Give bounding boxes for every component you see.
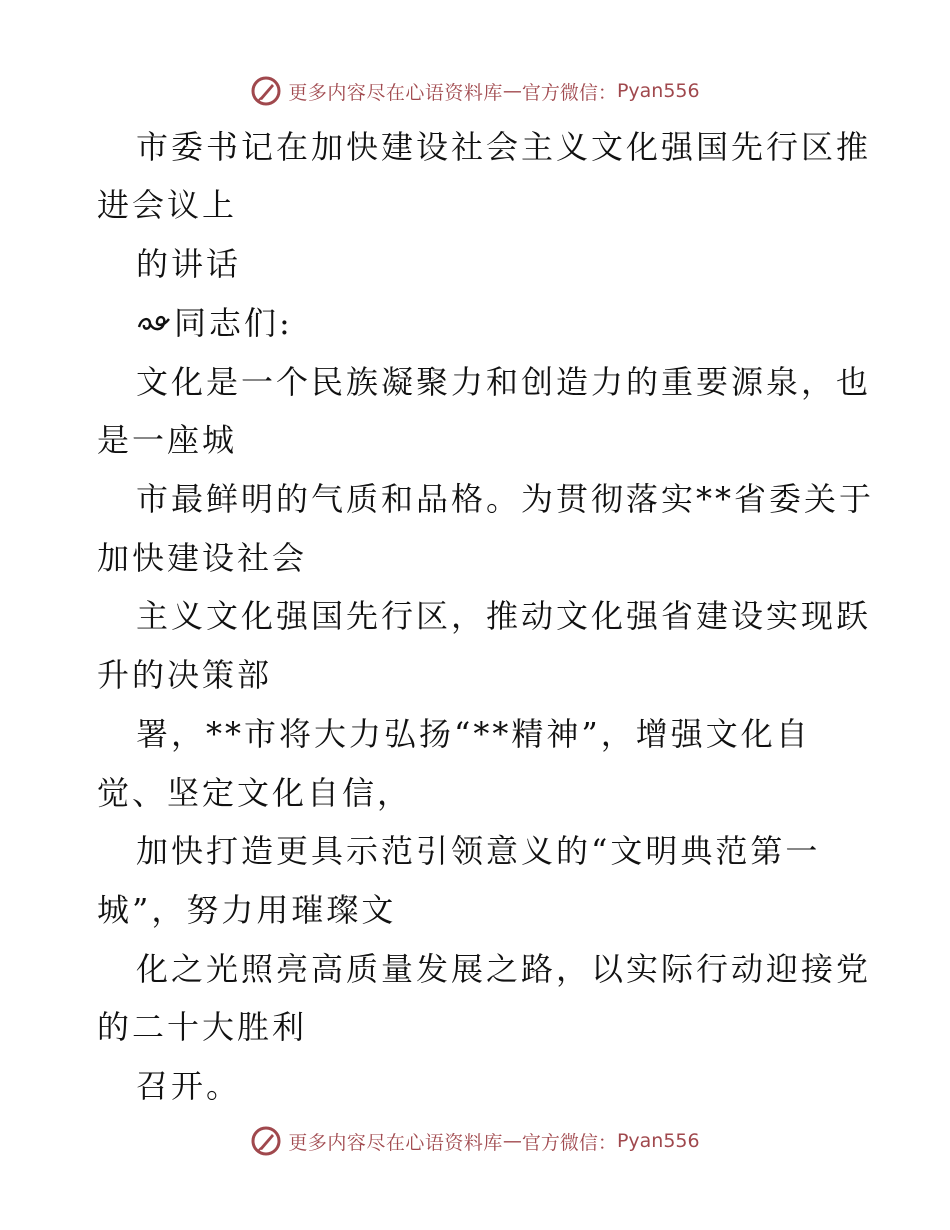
doc-line: 的二十大胜利 <box>97 1008 308 1046</box>
watermark-wechat-id: Pyan556 <box>616 1130 700 1152</box>
doc-line: 升的决策部 <box>97 656 273 694</box>
watermark-wechat-label: 官方微信： <box>521 1131 617 1154</box>
watermark-site-text: 更多内容尽在心语资料库 <box>288 81 503 104</box>
doc-line: 是一座城 <box>97 421 238 459</box>
doc-line: 市委书记在加快建设社会主义文化强国先行区推 <box>136 128 872 166</box>
watermark-wechat-id: Pyan556 <box>616 80 700 102</box>
doc-line: 城”，努力用璀璨文 <box>97 891 397 929</box>
doc-line: 召开。 <box>136 1067 242 1105</box>
footer-watermark <box>0 1121 950 1161</box>
doc-line: 化之光照亮高质量发展之路，以实际行动迎接党 <box>136 950 872 988</box>
doc-line: 署，**市将大力弘扬“**精神”，增强文化自 <box>136 715 811 753</box>
doc-line: 觉、坚定文化自信， <box>97 774 413 812</box>
greeting-text: 同志们: <box>174 304 293 342</box>
watermark-separator: — <box>502 1130 522 1152</box>
swirl-ornament-icon <box>136 309 172 337</box>
doc-line: 加快打造更具示范引领意义的“文明典范第一 <box>136 832 821 870</box>
doc-line: 文化是一个民族凝聚力和创造力的重要源泉，也 <box>136 363 872 401</box>
doc-line: 市最鲜明的气质和品格。为贯彻落实**省委关于 <box>136 480 875 518</box>
doc-line: 主义文化强国先行区，推动文化强省建设实现跃 <box>136 597 872 635</box>
doc-line-greeting <box>136 303 293 343</box>
doc-line: 进会议上 <box>97 186 238 224</box>
feather-pen-logo-icon <box>250 1125 282 1157</box>
feather-pen-logo-icon <box>250 75 282 107</box>
doc-line: 的讲话 <box>136 245 242 283</box>
header-watermark <box>0 71 950 111</box>
watermark-separator: — <box>502 80 522 102</box>
doc-line: 加快建设社会 <box>97 539 308 577</box>
watermark-site-text: 更多内容尽在心语资料库 <box>288 1131 503 1154</box>
watermark-wechat-label: 官方微信： <box>521 81 617 104</box>
